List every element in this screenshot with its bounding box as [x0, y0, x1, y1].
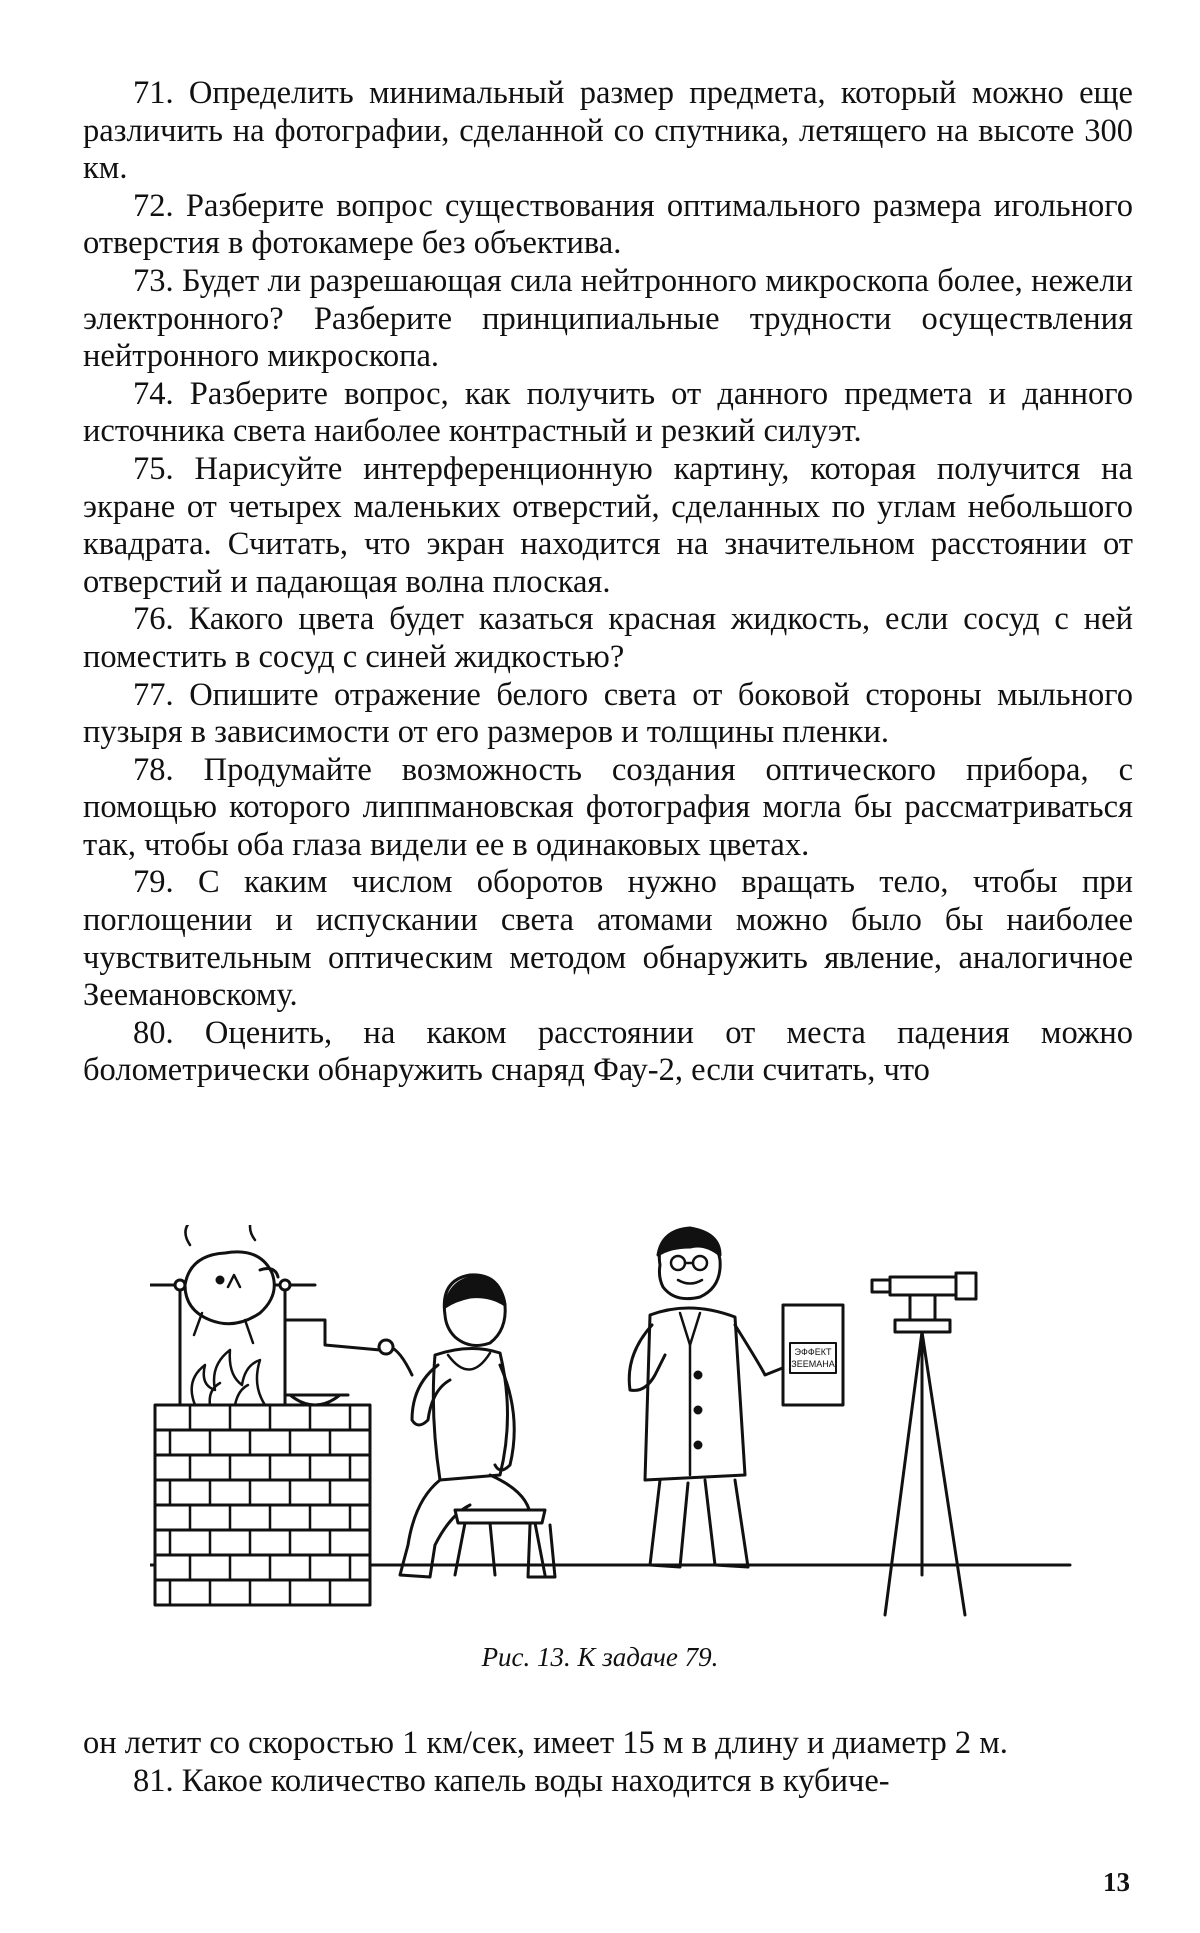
problem-81: 81. Какое количество капель воды находится в кубиче- [133, 1762, 890, 1799]
problem-80: 80. Оценить, на каком расстоянии от места падения можно болометрически обнаружить снаряд Фау-2, если считать, что [83, 1014, 1133, 1089]
standing-professor [629, 1228, 843, 1567]
continued-text [83, 1725, 1133, 1800]
problem-80-continuation: он летит со скоростью 1 км/сек, имеет 15 м в длину и диаметр 2 м. [83, 1725, 1008, 1761]
fire-flames-icon [192, 1350, 265, 1405]
problem-73: 73. Будет ли разрешающая сила нейтронного микроскопа более, нежели электронного? Разберите принципиальные трудности осуществления нейтронного микроскопа. [83, 262, 1133, 375]
problem-79: 79. С каким числом оборотов нужно вращать тело, чтобы при поглощении и испускании света атомами можно было бы наиболее чувствительным оптическим методом обнаружить явление, аналогичное Зеемановскому. [83, 864, 1133, 1014]
problem-list [83, 75, 1133, 1090]
book-label-line2: ЗЕЕМАНА [791, 1359, 835, 1369]
book-label-line1: ЭФФЕКТ [794, 1347, 832, 1357]
problem-71: 71. Определить минимальный размер предмета, который можно еще различить на фотографии, сделанной со спутника, летящего на высоте 300 км. [83, 75, 1133, 187]
problem-75: 75. Нарисуйте интерференционную картину, которая получится на экране от четырех маленьких отверстий, сделанных по углам небольшого квадрата. Считать, что экран находится на значительном расстоянии от отверстий и падающая волна плоская. [83, 450, 1133, 600]
page-number: 13 [1103, 1867, 1130, 1897]
problem-74: 74. Разберите вопрос, как получить от данного предмета и данного источника света наиболее контрастный и резкий силуэт. [83, 375, 1133, 450]
seated-man [379, 1275, 555, 1577]
figure-caption: Рис. 13. К задаче 79. [481, 1642, 719, 1672]
problem-77: 77. Опишите отражение белого света от боковой стороны мыльного пузыря в зависимости от его размеров и толщины пленки. [83, 676, 1133, 751]
brick-stove [155, 1405, 370, 1605]
problem-72: 72. Разберите вопрос существования оптимального размера игольного отверстия в фотокамере без объектива. [83, 187, 1133, 262]
problem-76: 76. Какого цвета будет казаться красная жидкость, если сосуд с ней поместить в сосуд с синей жидкостью? [83, 601, 1133, 675]
figure-13-illustration [150, 1225, 1080, 1630]
problem-78: 78. Продумайте возможность создания оптического прибора, с помощью которого липпмановская фотография могла бы рассматриваться так, чтобы оба глаза видели ее в одинаковых цветах. [83, 751, 1133, 863]
roasting-pig-icon [185, 1225, 278, 1343]
book-icon [783, 1305, 843, 1405]
